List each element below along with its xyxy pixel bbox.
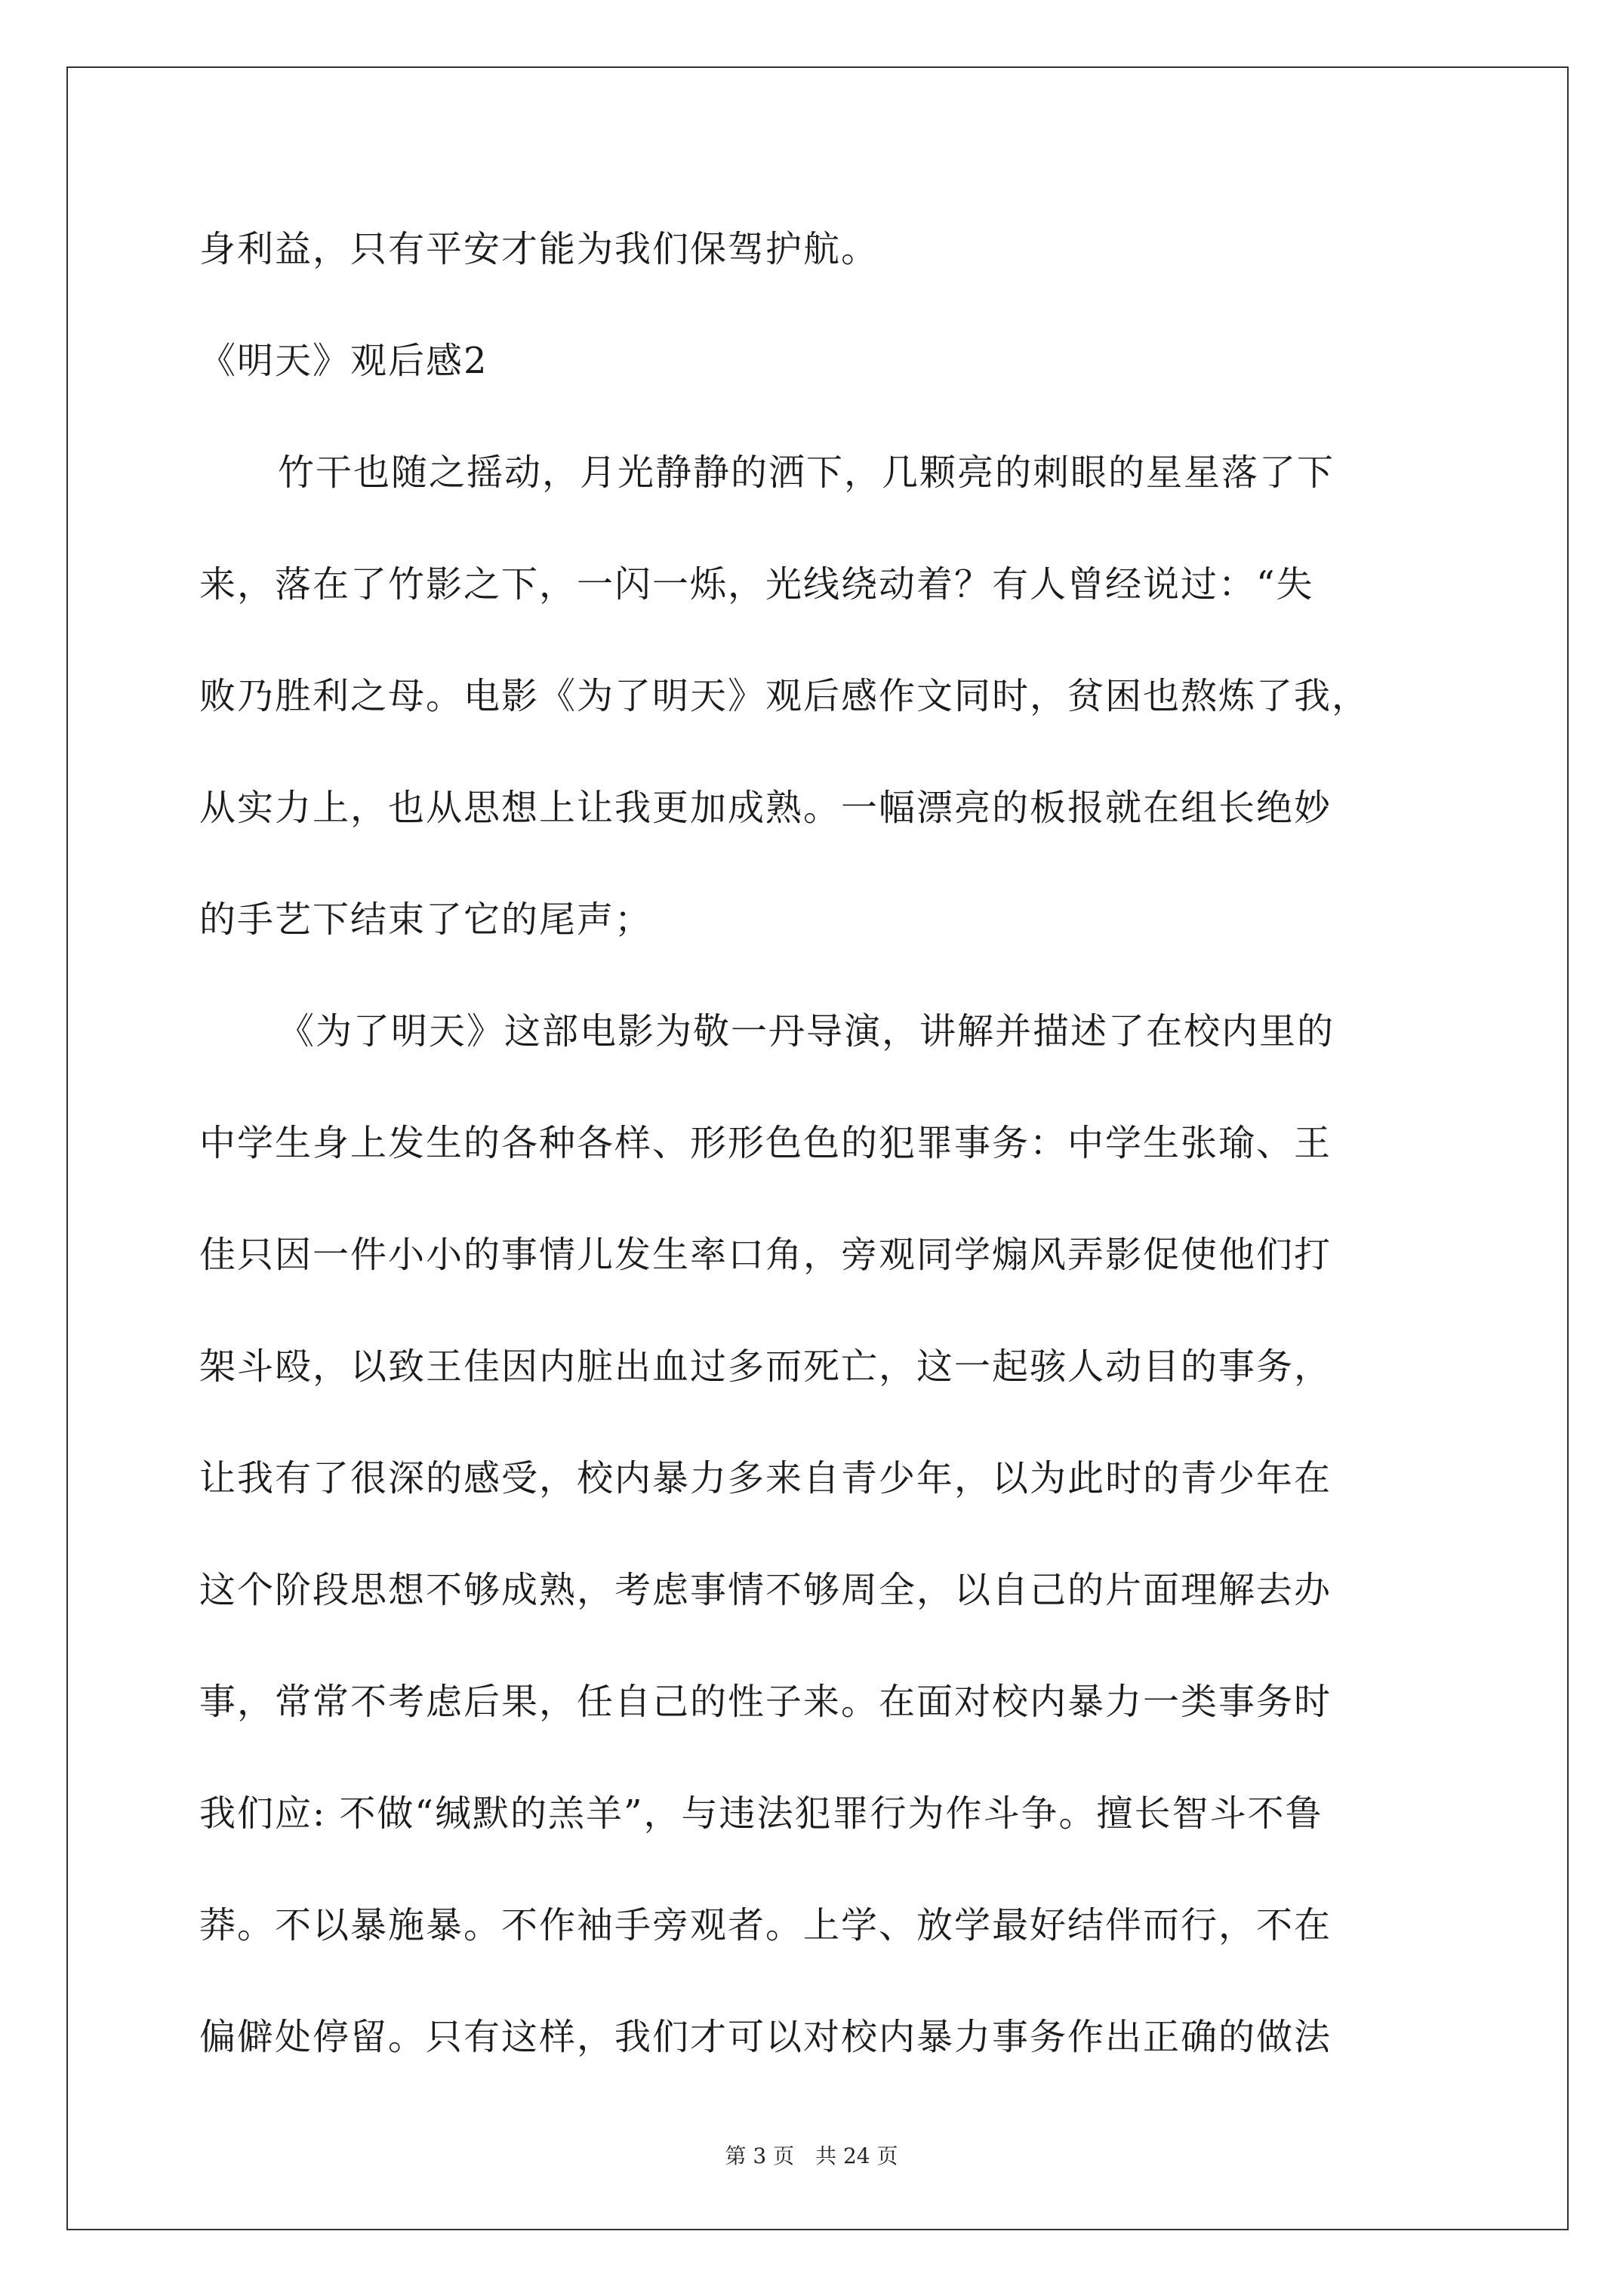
paragraph-line: 身利益，只有平安才能为我们保驾护航。 — [199, 228, 879, 270]
paragraph-line: 架斗殴，以致王佳因内脏出血过多而死亡，这一起骇人动目的事务， — [199, 1345, 1332, 1388]
paragraph-line: 莽。不以暴施暴。不作袖手旁观者。上学、放学最好结伴而行，不在 — [199, 1904, 1332, 1946]
paragraph-line: 败乃胜利之母。电影《为了明天》观后感作文同时，贫困也熬炼了我， — [199, 675, 1370, 717]
paragraph-line: 竹干也随之摇动，月光静静的洒下，几颗亮的刺眼的星星落了下 — [278, 451, 1335, 494]
paragraph-line: 《为了明天》这部电影为敬一丹导演，讲解并描述了在校内里的 — [278, 1010, 1335, 1052]
paragraph-line: 偏僻处停留。只有这样，我们才可以对校内暴力事务作出正确的做法 — [199, 2016, 1332, 2058]
paragraph-line: 佳只因一件小小的事情儿发生率口角，旁观同学煽风弄影促使他们打 — [199, 1234, 1332, 1276]
document-body — [199, 227, 1431, 2126]
paragraph-line: 从实力上，也从思想上让我更加成熟。一幅漂亮的板报就在组长绝妙 — [199, 787, 1332, 829]
paragraph-line: 来，落在了竹影之下，一闪一烁，光线绕动着？有人曾经说过：“失 — [199, 563, 1314, 606]
page-number-footer: 第 3 页 共 24 页 — [725, 2143, 898, 2168]
paragraph-line: 的手艺下结束了它的尾声； — [199, 898, 653, 941]
paragraph-line: 中学生身上发生的各种各样、形形色色的犯罪事务：中学生张瑜、王 — [199, 1122, 1332, 1164]
section-heading: 《明天》观后感2 — [199, 340, 488, 382]
paragraph-line: 让我有了很深的感受，校内暴力多来自青少年，以为此时的青少年在 — [199, 1457, 1332, 1499]
paragraph-line: 这个阶段思想不够成熟，考虑事情不够周全，以自己的片面理解去办 — [199, 1569, 1332, 1611]
paragraph-line: 我们应: 不做“缄默的羔羊”，与违法犯罪行为作斗争。擅长智斗不鲁 — [199, 1792, 1323, 1835]
paragraph-line: 事，常常不考虑后果，任自己的性子来。在面对校内暴力一类事务时 — [199, 1681, 1332, 1723]
